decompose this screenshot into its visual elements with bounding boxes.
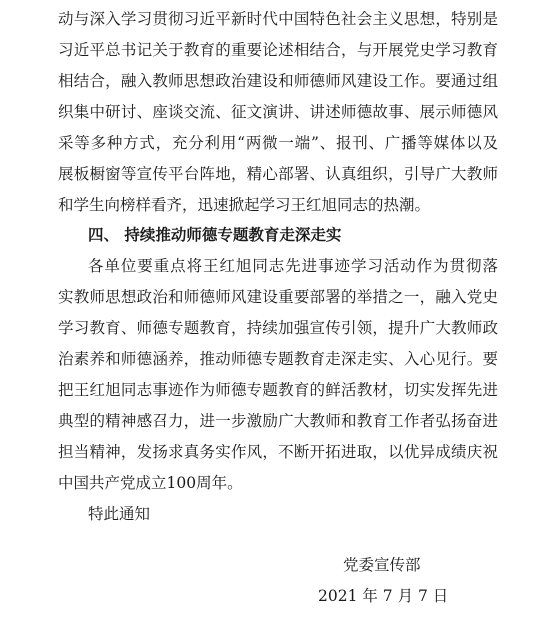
body-line: 织集中研讨、座谈交流、征文演讲、讲述师德故事、展示师德风 <box>58 103 498 121</box>
body-line: 采等多种方式，充分利用“两微一端”、报刊、广播等媒体以及 <box>58 134 498 152</box>
body-line: 和学生向榜样看齐，迅速掀起学习王红旭同志的热潮。 <box>58 196 431 214</box>
body-line: 相结合，融入教师思想政治建设和师德师风建设工作。要通过组 <box>58 72 498 90</box>
body-line: 学习教育、师德专题教育，持续加强宣传引领，提升广大教师政 <box>58 319 498 337</box>
section-heading: 四、 持续推动师德专题教育走深走实 <box>88 226 342 244</box>
body-line: 担当精神，发扬求真务实作风，不断开拓进取，以优异成绩庆祝 <box>58 443 498 461</box>
body-line: 治素养和师德涵养，推动师德专题教育走深走实、入心见行。要 <box>58 350 498 368</box>
body-line: 习近平总书记关于教育的重要论述相结合，与开展党史学习教育 <box>58 41 498 59</box>
body-line: 典型的精神感召力，进一步激励广大教师和教育工作者弘扬奋进 <box>58 412 498 430</box>
body-line: 实教师思想政治和师德师风建设重要部署的举措之一，融入党史 <box>58 288 498 306</box>
body-line: 各单位要重点将王红旭同志先进事迹学习活动作为贯彻落 <box>88 257 498 275</box>
body-line: 展板橱窗等宣传平台阵地，精心部署、认真组织，引导广大教师 <box>58 165 498 183</box>
body-line: 把王红旭同志事迹作为师德专题教育的鲜活教材，切实发挥先进 <box>58 381 498 399</box>
signature-department: 党委宣传部 <box>343 556 421 574</box>
closing-text: 特此通知 <box>88 505 151 523</box>
body-line: 动与深入学习贯彻习近平新时代中国特色社会主义思想，特别是 <box>58 10 498 28</box>
signature-date: 2021 年 7 月 7 日 <box>318 587 449 605</box>
body-line: 中国共产党成立100周年。 <box>58 474 243 492</box>
